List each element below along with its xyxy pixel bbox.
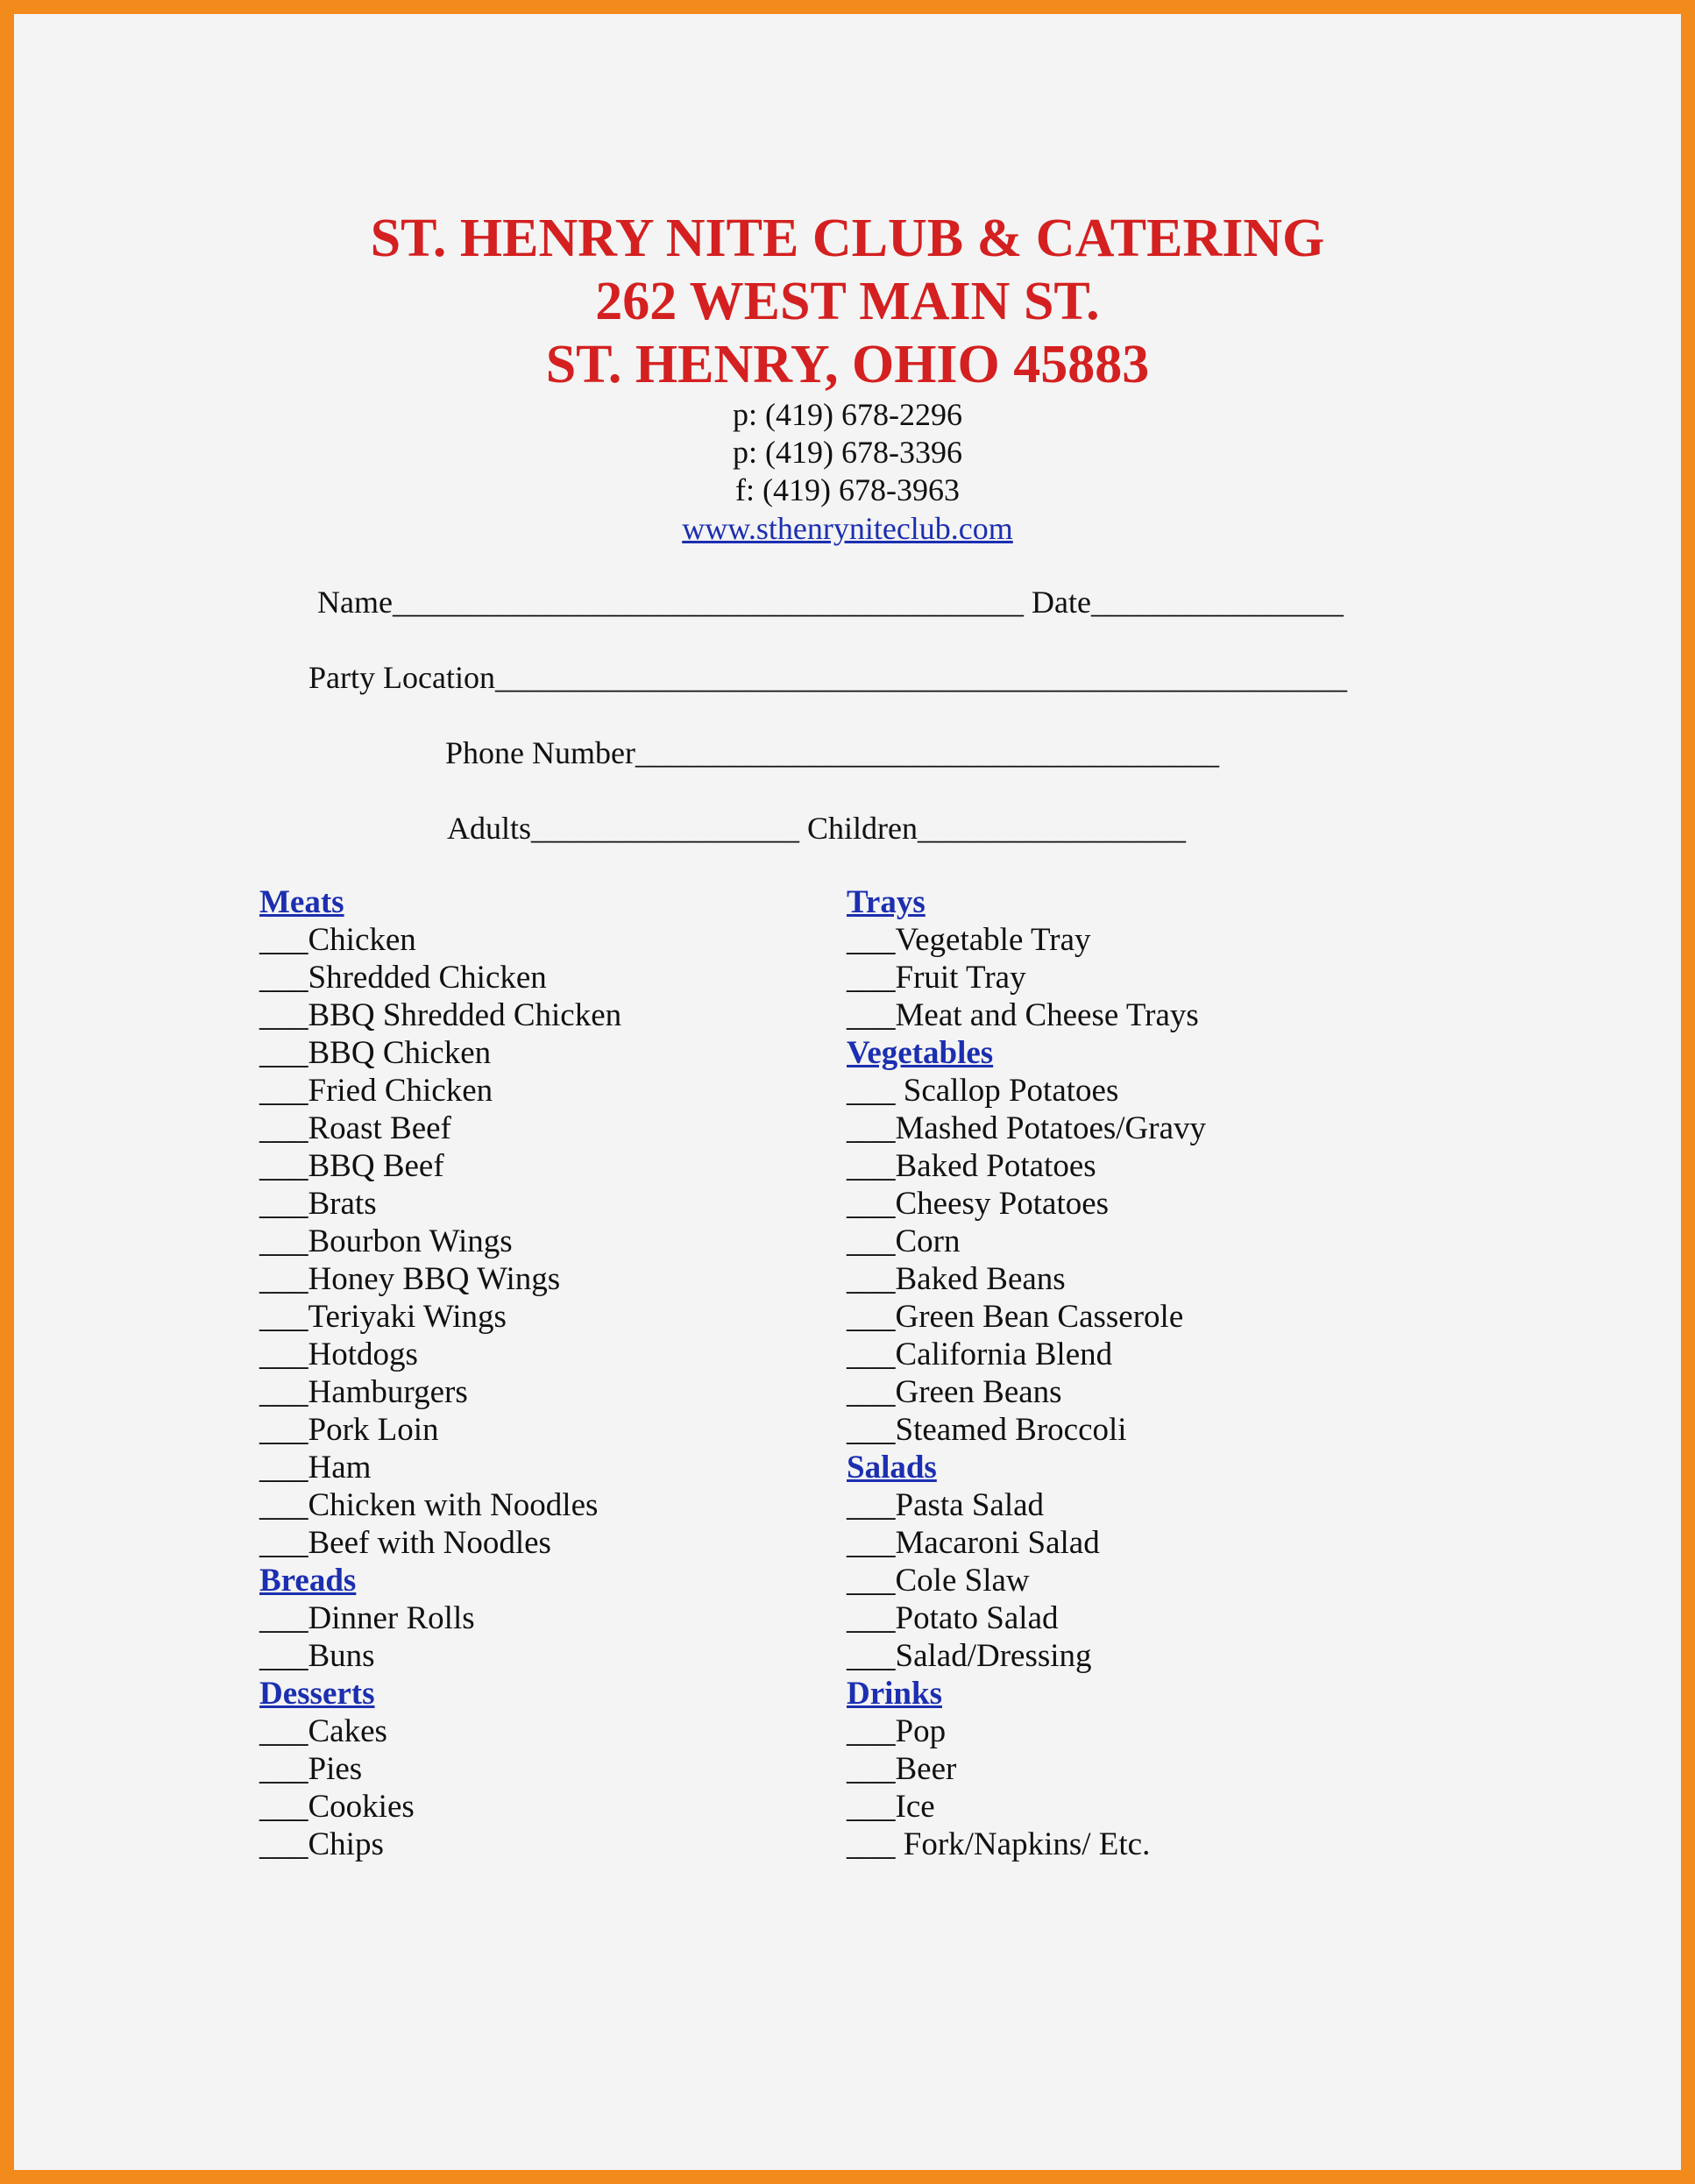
section-heading-meats: Meats	[259, 884, 344, 920]
checkbox-blank[interactable]: ___	[847, 1223, 896, 1259]
checkbox-blank[interactable]: ___	[847, 922, 896, 958]
checkbox-blank[interactable]: ___	[259, 1789, 309, 1825]
party-location-label: Party Location	[309, 660, 495, 695]
menu-item-label: Pasta Salad	[895, 1487, 1045, 1523]
section-heading-trays: Trays	[847, 884, 926, 920]
menu-item-label: Chips	[308, 1826, 384, 1862]
menu-item-label: Baked Potatoes	[895, 1148, 1096, 1184]
checkbox-blank[interactable]: ___	[847, 997, 896, 1033]
menu-item-label: Teriyaki Wings	[308, 1299, 507, 1335]
menu-item-label: Shredded Chicken	[308, 960, 547, 996]
section-heading-drinks: Drinks	[847, 1676, 942, 1712]
menu-item-label: Macaroni Salad	[895, 1525, 1100, 1561]
name-date-row	[317, 584, 1344, 620]
menu-item-california-blend	[847, 1336, 1460, 1373]
checkbox-blank[interactable]: ___	[259, 1261, 309, 1297]
menu-item-label: BBQ Shredded Chicken	[308, 997, 622, 1033]
checkbox-blank[interactable]: ___	[847, 1337, 896, 1372]
menu-item-label: Green Bean Casserole	[895, 1299, 1184, 1335]
menu-item-vegetable-tray	[847, 921, 1460, 959]
menu-item-steamed-broccoli	[847, 1411, 1460, 1449]
checkbox-blank[interactable]: ___	[847, 1073, 896, 1109]
menu-item-chicken-with-noodles	[259, 1486, 820, 1524]
checkbox-blank[interactable]: ___	[847, 1638, 896, 1674]
menu-item-label: Potato Salad	[895, 1600, 1059, 1636]
party-location-field[interactable]: ______________________________________________________	[494, 660, 1347, 695]
checkbox-blank[interactable]: ___	[259, 1186, 309, 1222]
adults-children-row	[447, 810, 1186, 847]
checkbox-blank[interactable]: ___	[847, 1412, 896, 1448]
menu-item-honey-bbq-wings	[259, 1260, 820, 1298]
date-label: Date	[1023, 585, 1091, 620]
right-menu-column	[847, 883, 1460, 1863]
menu-item-cookies	[259, 1788, 820, 1826]
menu-item-label: Corn	[895, 1223, 961, 1259]
menu-item-label: Fruit Tray	[895, 960, 1026, 996]
checkbox-blank[interactable]: ___	[259, 1751, 309, 1787]
menu-item-teriyaki-wings	[259, 1298, 820, 1336]
checkbox-blank[interactable]: ___	[847, 1374, 896, 1410]
checkbox-blank[interactable]: ___	[259, 1035, 309, 1071]
menu-item-label: Green Beans	[895, 1374, 1062, 1410]
menu-item-fried-chicken	[259, 1072, 820, 1110]
menu-item-label: Roast Beef	[308, 1110, 451, 1146]
menu-item-ham	[259, 1449, 820, 1486]
menu-item-cole-slaw	[847, 1562, 1460, 1599]
checkbox-blank[interactable]: ___	[259, 1412, 309, 1448]
menu-item-cheesy-potatoes	[847, 1185, 1460, 1223]
menu-item-label: Mashed Potatoes/Gravy	[895, 1110, 1207, 1146]
menu-item-meat-and-cheese-trays	[847, 996, 1460, 1034]
menu-item-label: Fork/Napkins/ Etc.	[895, 1826, 1151, 1862]
menu-item-label: Bourbon Wings	[308, 1223, 513, 1259]
menu-item-label: Baked Beans	[895, 1261, 1066, 1297]
city-state-zip: ST. HENRY, OHIO 45883	[545, 335, 1150, 394]
menu-item-fruit-tray	[847, 959, 1460, 996]
menu-item-brats	[259, 1185, 820, 1223]
menu-item-mashed-potatoes-gravy	[847, 1110, 1460, 1147]
menu-item-label: Salad/Dressing	[895, 1638, 1092, 1674]
menu-item-label: Hotdogs	[308, 1337, 418, 1372]
checkbox-blank[interactable]: ___	[259, 1073, 309, 1109]
checkbox-blank[interactable]: ___	[259, 1374, 309, 1410]
menu-item-baked-beans	[847, 1260, 1460, 1298]
menu-item-label: Meat and Cheese Trays	[895, 997, 1199, 1033]
menu-item-label: Chicken with Noodles	[308, 1487, 599, 1523]
menu-item-chicken	[259, 921, 820, 959]
menu-item-beef-with-noodles	[259, 1524, 820, 1562]
menu-item-label: Vegetable Tray	[895, 922, 1091, 958]
menu-item-bourbon-wings	[259, 1223, 820, 1260]
menu-item-fork-napkins-etc	[847, 1826, 1460, 1863]
menu-item-bbq-chicken	[259, 1034, 820, 1072]
menu-item-cakes	[259, 1712, 820, 1750]
menu-item-label: Cheesy Potatoes	[895, 1186, 1110, 1222]
checkbox-blank[interactable]: ___	[259, 1826, 309, 1862]
menu-item-label: BBQ Chicken	[308, 1035, 492, 1071]
checkbox-blank[interactable]: ___	[259, 1148, 309, 1184]
checkbox-blank[interactable]: ___	[847, 1110, 896, 1146]
business-name: ST. HENRY NITE CLUB & CATERING	[370, 209, 1325, 268]
menu-item-bbq-beef	[259, 1147, 820, 1185]
letterhead	[0, 207, 1695, 549]
checkbox-blank[interactable]: ___	[847, 1600, 896, 1636]
checkbox-blank[interactable]: ___	[847, 1261, 896, 1297]
menu-item-baked-potatoes	[847, 1147, 1460, 1185]
menu-item-corn	[847, 1223, 1460, 1260]
menu-item-green-bean-casserole	[847, 1298, 1460, 1336]
street-address: 262 WEST MAIN ST.	[595, 272, 1100, 331]
menu-item-potato-salad	[847, 1599, 1460, 1637]
menu-item-label: California Blend	[895, 1337, 1113, 1372]
section-heading-salads: Salads	[847, 1450, 937, 1486]
checkbox-blank[interactable]: ___	[259, 1299, 309, 1335]
menu-item-roast-beef	[259, 1110, 820, 1147]
left-menu-column	[259, 883, 820, 1863]
menu-item-ice	[847, 1788, 1460, 1826]
menu-item-dinner-rolls	[259, 1599, 820, 1637]
name-label: Name	[317, 585, 393, 620]
checkbox-blank[interactable]: ___	[259, 1110, 309, 1146]
menu-item-pasta-salad	[847, 1486, 1460, 1524]
children-field[interactable]: _________________	[918, 811, 1186, 846]
checkbox-blank[interactable]: ___	[259, 922, 309, 958]
menu-item-label: Ham	[308, 1450, 372, 1486]
section-heading-desserts: Desserts	[259, 1676, 375, 1712]
checkbox-blank[interactable]: ___	[259, 1223, 309, 1259]
checkbox-blank[interactable]: ___	[259, 1337, 309, 1372]
menu-item-label: Fried Chicken	[308, 1073, 493, 1109]
menu-item-label: Hamburgers	[308, 1374, 468, 1410]
menu-item-label: Cole Slaw	[895, 1563, 1030, 1599]
menu-item-pies	[259, 1750, 820, 1788]
menu-item-macaroni-salad	[847, 1524, 1460, 1562]
menu-item-label: Beef with Noodles	[308, 1525, 551, 1561]
checkbox-blank[interactable]: ___	[259, 1487, 309, 1523]
menu-item-label: Dinner Rolls	[308, 1600, 475, 1636]
section-heading-breads: Breads	[259, 1563, 357, 1599]
checkbox-blank[interactable]: ___	[259, 1600, 309, 1636]
checkbox-blank[interactable]: ___	[259, 960, 309, 996]
checkbox-blank[interactable]: ___	[259, 1450, 309, 1486]
adults-label: Adults	[447, 811, 532, 846]
checkbox-blank[interactable]: ___	[847, 1713, 896, 1749]
menu-item-label: Brats	[308, 1186, 377, 1222]
menu-item-hamburgers	[259, 1373, 820, 1411]
checkbox-blank[interactable]: ___	[847, 1751, 896, 1787]
checkbox-blank[interactable]: ___	[847, 960, 896, 996]
checkbox-blank[interactable]: ___	[847, 1299, 896, 1335]
menu-item-shredded-chicken	[259, 959, 820, 996]
menu-item-label: Cakes	[308, 1713, 387, 1749]
party-location-row	[309, 659, 1347, 696]
menu-item-hotdogs	[259, 1336, 820, 1373]
menu-item-chips	[259, 1826, 820, 1863]
checkbox-blank[interactable]: ___	[847, 1563, 896, 1599]
menu-item-label: Beer	[895, 1751, 957, 1787]
section-heading-vegetables: Vegetables	[847, 1035, 994, 1071]
date-field[interactable]: ________________	[1090, 585, 1344, 620]
menu-item-label: Pork Loin	[308, 1412, 439, 1448]
website-link[interactable]: www.sthenryniteclub.com	[682, 511, 1013, 546]
checkbox-blank[interactable]: ___	[259, 1713, 309, 1749]
menu-item-label: BBQ Beef	[308, 1148, 444, 1184]
checkbox-blank[interactable]: ___	[259, 1638, 309, 1674]
checkbox-blank[interactable]: ___	[259, 1525, 309, 1561]
menu-item-buns	[259, 1637, 820, 1675]
menu-item-label: Buns	[308, 1638, 375, 1674]
menu-item-label: Scallop Potatoes	[895, 1073, 1119, 1109]
checkbox-blank[interactable]: ___	[847, 1826, 896, 1862]
checkbox-blank[interactable]: ___	[847, 1487, 896, 1523]
phone-2: p: (419) 678-3396	[733, 435, 962, 470]
adults-field[interactable]: _________________	[531, 811, 800, 846]
menu-item-pop	[847, 1712, 1460, 1750]
menu-item-label: Cookies	[308, 1789, 415, 1825]
checkbox-blank[interactable]: ___	[847, 1789, 896, 1825]
phone-1: p: (419) 678-2296	[733, 397, 962, 432]
children-label: Children	[799, 811, 918, 846]
menu-item-beer	[847, 1750, 1460, 1788]
phone-number-label: Phone Number	[445, 735, 635, 770]
fax: f: (419) 678-3963	[735, 472, 960, 507]
checkbox-blank[interactable]: ___	[847, 1525, 896, 1561]
checkbox-blank[interactable]: ___	[847, 1186, 896, 1222]
menu-item-label: Ice	[895, 1789, 935, 1825]
checkbox-blank[interactable]: ___	[259, 997, 309, 1033]
phone-number-field[interactable]: _____________________________________	[635, 735, 1219, 770]
menu-item-label: Pop	[895, 1713, 947, 1749]
menu-item-pork-loin	[259, 1411, 820, 1449]
menu-item-green-beans	[847, 1373, 1460, 1411]
menu-item-label: Pies	[308, 1751, 363, 1787]
menu-item-label: Steamed Broccoli	[895, 1412, 1127, 1448]
menu-item-label: Chicken	[308, 922, 416, 958]
phone-number-row	[445, 734, 1219, 771]
checkbox-blank[interactable]: ___	[847, 1148, 896, 1184]
menu-item-label: Honey BBQ Wings	[308, 1261, 561, 1297]
menu-item-scallop-potatoes	[847, 1072, 1460, 1110]
menu-item-salad-dressing	[847, 1637, 1460, 1675]
menu-item-bbq-shredded-chicken	[259, 996, 820, 1034]
name-field[interactable]: ________________________________________	[392, 585, 1024, 620]
